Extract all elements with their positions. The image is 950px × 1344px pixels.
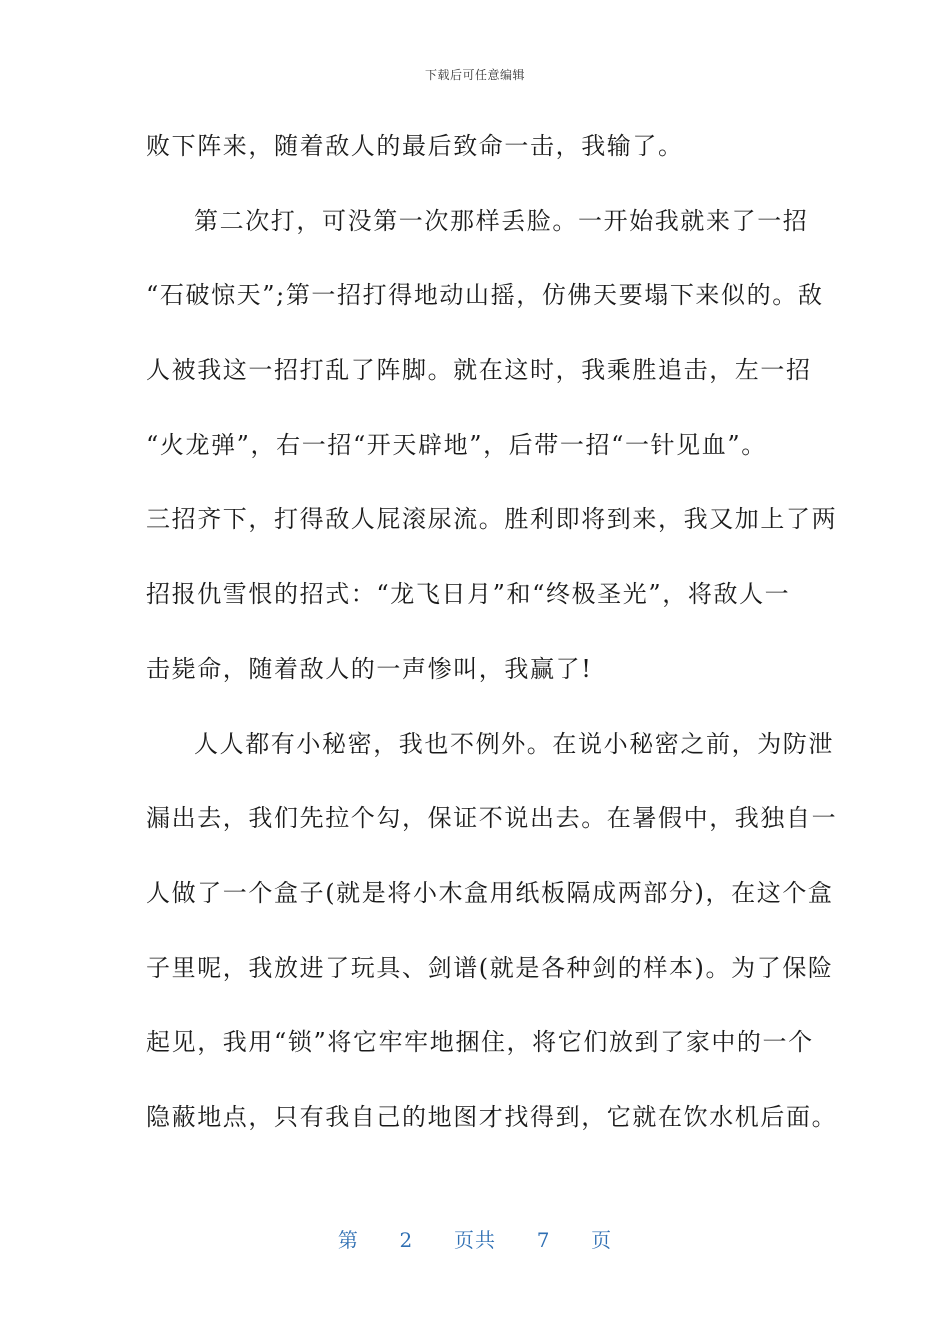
- header-note: 下载后可任意编辑: [424, 68, 525, 82]
- text-line: 人被我这一招打乱了阵脚。就在这时，我乘胜追击，左一招: [146, 356, 812, 385]
- page-prefix: 第: [337, 1228, 359, 1252]
- text-line: “火龙弹”，右一招“开天辟地”，后带一招“一针见血”。: [146, 430, 767, 459]
- text-line: 起见，我用“锁”将它牢牢地捆住，将它们放到了家中的一个: [146, 1028, 814, 1057]
- text-line: 招报仇雪恨的招式：“龙飞日月”和“终极圣光”，将敌人一: [146, 580, 791, 609]
- text-line: 第二次打，可没第一次那样丢脸。一开始我就来了一招: [194, 206, 809, 235]
- page-mid: 页共: [454, 1228, 496, 1252]
- page-suffix: 页: [591, 1228, 613, 1252]
- page-footer: [0, 1224, 950, 1253]
- text-line: 击毙命，随着敌人的一声惨叫，我赢了!: [146, 654, 593, 683]
- text-line: 三招齐下，打得敌人屁滚尿流。胜利即将到来，我又加上了两: [146, 505, 838, 534]
- text-line: 人做了一个盒子(就是将小木盒用纸板隔成两部分)，在这个盒: [146, 878, 834, 907]
- text-line: 漏出去，我们先拉个勾，保证不说出去。在暑假中，我独自一: [146, 804, 838, 833]
- text-line: 败下阵来，随着敌人的最后致命一击，我输了。: [146, 132, 684, 160]
- page-total: 7: [536, 1228, 551, 1252]
- text-line: “石破惊天”;第一招打得地动山摇，仿佛天要塌下来似的。敌: [146, 281, 824, 310]
- page-number: 2: [399, 1228, 414, 1252]
- text-line: 子里呢，我放进了玩具、剑谱(就是各种剑的样本)。为了保险: [146, 953, 834, 982]
- text-line: 隐蔽地点，只有我自己的地图才找得到，它就在饮水机后面。: [146, 1102, 838, 1131]
- text-line: 人人都有小秘密，我也不例外。在说小秘密之前，为防泄: [194, 729, 834, 758]
- document-body: [146, 120, 838, 1166]
